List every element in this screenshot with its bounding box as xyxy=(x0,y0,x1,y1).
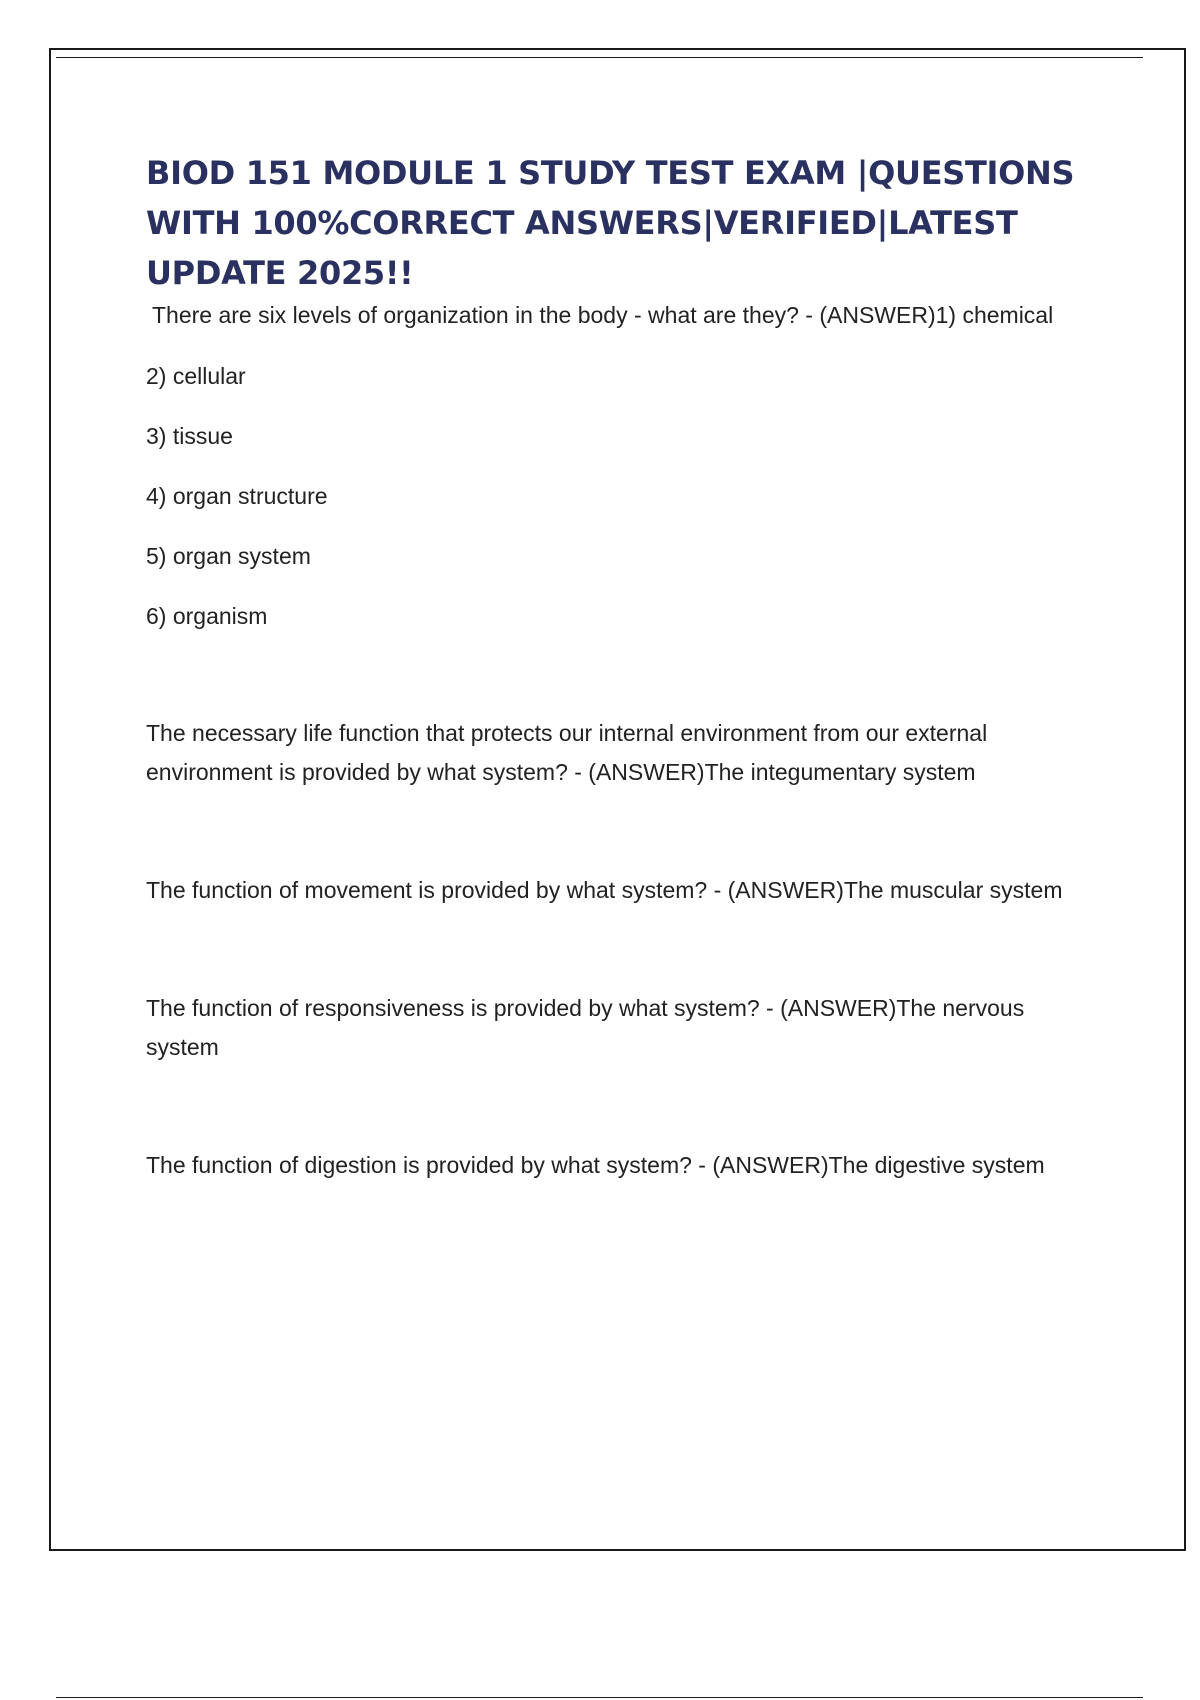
qa-item: The function of movement is provided by what system? - (ANSWER)The muscular system xyxy=(146,877,1063,903)
intro-question xyxy=(146,296,1096,335)
level-item: 3) tissue xyxy=(146,423,233,449)
document-body xyxy=(146,148,1096,1185)
qa-item: The function of responsiveness is provided by what system? - (ANSWER)The nervous system xyxy=(146,995,1025,1060)
level-item: 4) organ structure xyxy=(146,483,328,509)
bottom-rule xyxy=(56,1697,1143,1698)
level-item: 6) organism xyxy=(146,603,268,629)
level-item: 2) cellular xyxy=(146,363,246,389)
qa-item: The necessary life function that protects our internal environment from our external environment is provided by what system? - (ANSWER)The integumentary system xyxy=(146,720,988,785)
intro-question-text: There are six levels of organization in the body - what are they? - (ANSWER)1) chemical xyxy=(152,302,1054,328)
qa-item: The function of digestion is provided by what system? - (ANSWER)The digestive system xyxy=(146,1152,1045,1178)
document-title: BIOD 151 MODULE 1 STUDY TEST EXAM |QUESTIONS WITH 100%CORRECT ANSWERS|VERIFIED|LATEST UPDATE 2025!! xyxy=(146,154,1075,292)
level-item: 5) organ system xyxy=(146,543,311,569)
top-rule xyxy=(56,57,1143,58)
